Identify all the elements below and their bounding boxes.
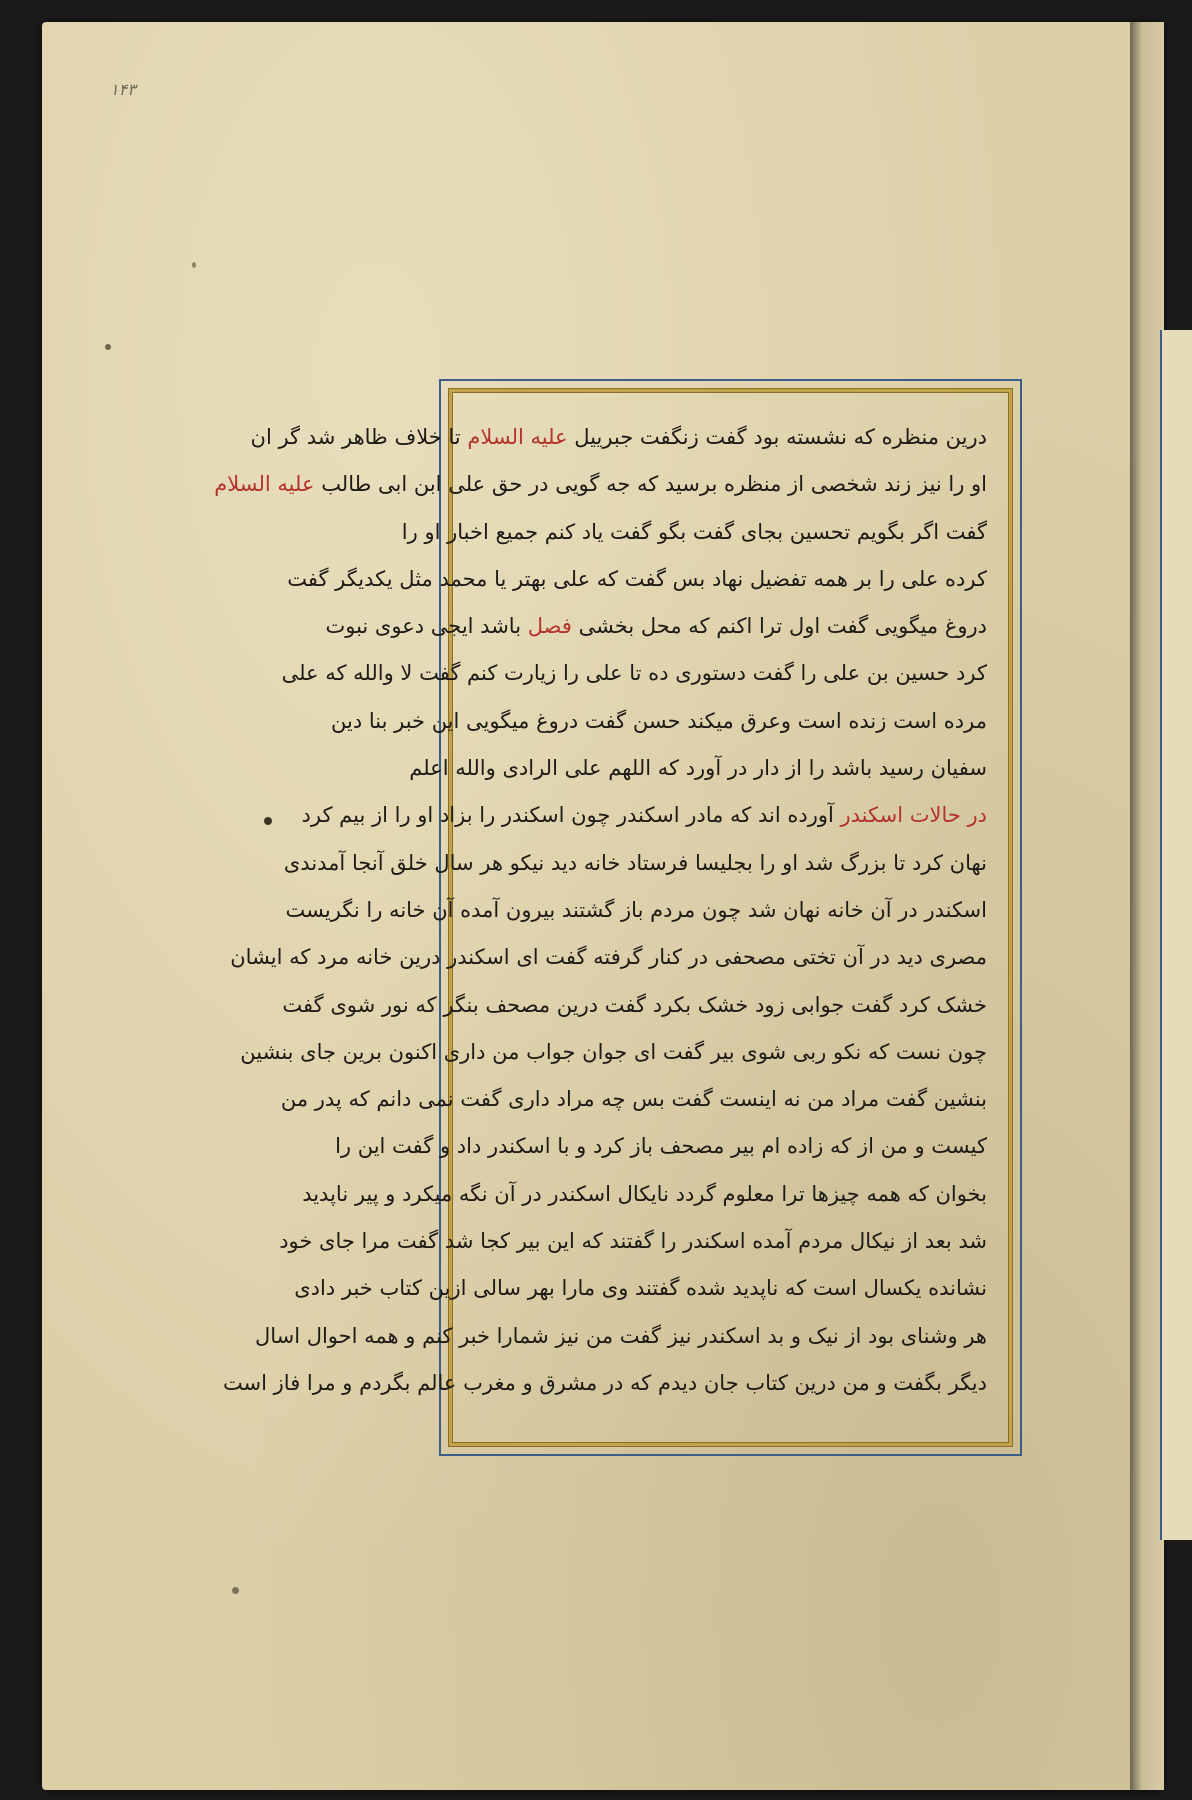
text-line: سفیان رسید باشد را از دار در آورد که اللهم علی الرادی والله اعلم <box>409 756 987 781</box>
manuscript-page <box>42 22 1164 1790</box>
ink-stain <box>105 344 111 350</box>
text-block <box>214 406 995 1429</box>
page-edge <box>1130 22 1164 1790</box>
text-line: هر وشنای بود از نیک و بد اسکندر نیز گفت من نیز شمارا خبر کنم و همه احوال اسال <box>254 1323 987 1348</box>
text-line: کیست و من از که زاده ام بیر مصحف باز کرد و با اسکندر داد و گفت این را <box>335 1134 987 1159</box>
ink-stain <box>264 817 272 825</box>
facing-page-edge <box>1160 330 1192 1540</box>
text-line: گفت اگر بگویم تحسین بجای گفت بگو گفت یاد کنم جمیع اخبار او را <box>401 519 987 544</box>
text-line: خشک کرد گفت جوابی زود خشک بکرد گفت درین مصحف بنگر که نور شوی گفت <box>282 992 987 1017</box>
text-line: بنشین گفت مراد من نه اینست گفت بس چه مراد داری گفت نمی دانم که پدر من <box>280 1087 987 1112</box>
rubric-text: در حالات اسکندر <box>840 803 987 828</box>
text-line: چون نست که نکو ربی شوی بیر گفت ای جوان جواب من داری اکنون برین جای بنشین <box>240 1039 987 1064</box>
text-line: اسکندر در آن خانه نهان شد چون مردم باز گشتند بیرون آمده آن خانه را نگریست <box>285 897 987 922</box>
gold-ruling <box>214 389 1012 1446</box>
rubric-text: علیه السلام <box>214 472 315 497</box>
text-line: دروغ میگویی گفت اول ترا اکنم که محل بخشی فصل باشد ایجی دعوی نبوت <box>325 614 987 639</box>
text-line: کرد حسین بن علی را گفت دستوری ده تا علی را زیارت کنم گفت لا والله که علی <box>281 661 987 686</box>
text-line: نهان کرد تا بزرگ شد او را بجلیسا فرستاد خانه دید نیکو هر سال خلق آنجا آمدندی <box>283 850 987 875</box>
text-line: مصری دید در آن تختی مصحفی در کنار گرفته گفت ای اسکندر درین خانه مرد که ایشان <box>230 945 987 970</box>
folio-number: ۱۴۳ <box>110 80 136 99</box>
text-line: درین منظره که نشسته بود گفت زنگفت جبرییل علیه السلام تا خلاف ظاهر شد گر ان <box>250 425 987 449</box>
text-line: دیگر بگفت و من درین کتاب جان دیدم که در مشرق و مغرب عالم بگردم و مرا فاز است <box>222 1370 987 1395</box>
ink-stain <box>192 262 196 268</box>
text-line: شد بعد از نیکال مردم آمده اسکندر را گفتند که این بیر کجا شد گفت مرا جای خود <box>279 1229 987 1254</box>
text-line: کرده علی را بر همه تفضیل نهاد بس گفت که علی بهتر یا محمد مثل یکدیگر گفت <box>287 566 987 591</box>
text-frame <box>214 379 1022 1456</box>
text-line: مرده است زنده است وعرق میکند حسن گفت دروغ میگویی این خبر بنا دین <box>331 708 987 733</box>
text-line: در حالات اسکندر آورده اند که مادر اسکندر چون اسکندر را بزاد او را از بیم کرد <box>301 803 987 828</box>
text-line: نشانده یکسال است که ناپدید شده گفتند وی مارا بهر سالی ازین کتاب خبر دادی <box>294 1276 987 1301</box>
rubric-text: علیه السلام <box>467 425 568 449</box>
rubric-text: فصل <box>527 614 572 639</box>
ink-stain <box>232 1587 239 1594</box>
text-line: بخوان که همه چیزها ترا معلوم گردد نایکال اسکندر در آن نگه میکرد و پیر ناپدید <box>302 1181 987 1206</box>
text-line: او را نیز زند شخصی از منظره برسید که جه گویی در حق علی ابن ابی طالب علیه السلام <box>214 472 987 497</box>
